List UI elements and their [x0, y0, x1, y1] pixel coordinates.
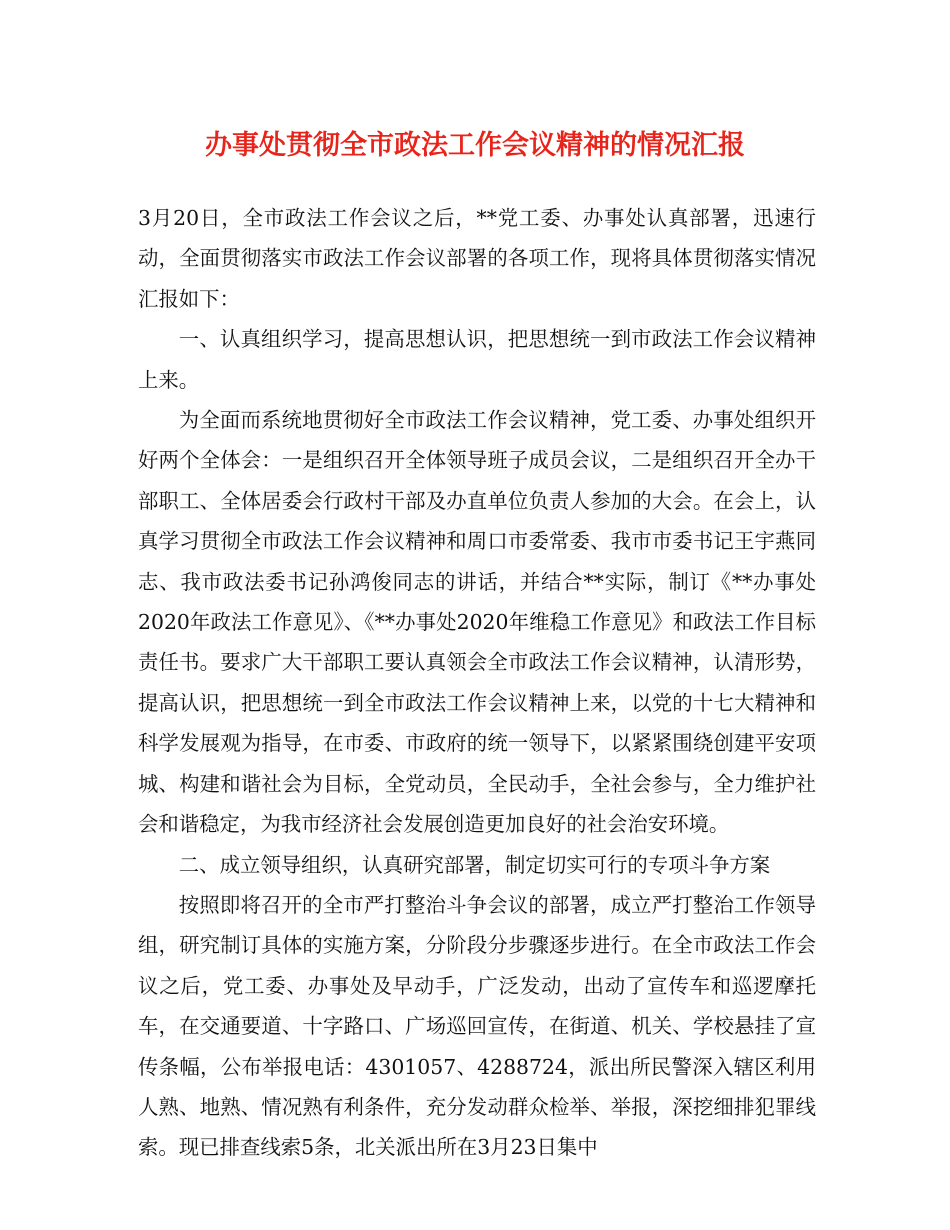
- section-heading-2: 二、成立领导组织，认真研究部署，制定切实可行的专项斗争方案: [178, 852, 771, 877]
- document-title: 办事处贯彻全市政法工作会议精神的情况汇报: [205, 130, 745, 161]
- section-heading-1: 一、认真组织学习，提高思想认识，把思想统一到市政法工作会议精神上来。: [138, 327, 816, 392]
- paragraph-section-2: 按照即将召开的全市严打整治斗争会议的部署，成立严打整治工作领导组，研究制订具体的实施方案，分阶段分步骤逐步进行。在全市政法工作会议之后，党工委、办事处及早动手，广泛发动，出动了宣传车和巡逻摩托车，在交通要道、十字路口、广场巡回宣传，在街道、机关、学校悬挂了宣传条幅，公布举报电话：4301057、4288724，派出所民警深入辖区利用人熟、地熟、情况熟有利条件，充分发动群众检举、举报，深挖细排犯罪线索。现已排查线索5条，北关派出所在3月23日集中: [138, 892, 816, 1160]
- document-body: [138, 198, 816, 1168]
- paragraph-intro: 3月20日，全市政法工作会议之后，**党工委、办事处认真部署，迅速行动，全面贯彻落实市政法工作会议部署的各项工作，现将具体贯彻落实情况汇报如下：: [138, 206, 816, 311]
- paragraph-section-1: 为全面而系统地贯彻好全市政法工作会议精神，党工委、办事处组织开好两个全体会：一是组织召开全体领导班子成员会议，二是组织召开全办干部职工、全体居委会行政村干部及办直单位负责人参加的大会。在会上，认真学习贯彻全市政法工作会议精神和周口市委常委、我市市委书记王宇燕同志、我市政法委书记孙鸿俊同志的讲话，并结合**实际，制订《**办事处2020年政法工作意见》、《**办事处2020年维稳工作意见》和政法工作目标责任书。要求广大干部职工要认真领会全市政法工作会议精神，认清形势，提高认识，把思想统一到全市政法工作会议精神上来，以党的十七大精神和科学发展观为指导，在市委、市政府的统一领导下，以紧紧围绕创建平安项城、构建和谐社会为目标，全党动员，全民动手，全社会参与，全力维护社会和谐稳定，为我市经济社会发展创造更加良好的社会治安环境。: [138, 408, 816, 837]
